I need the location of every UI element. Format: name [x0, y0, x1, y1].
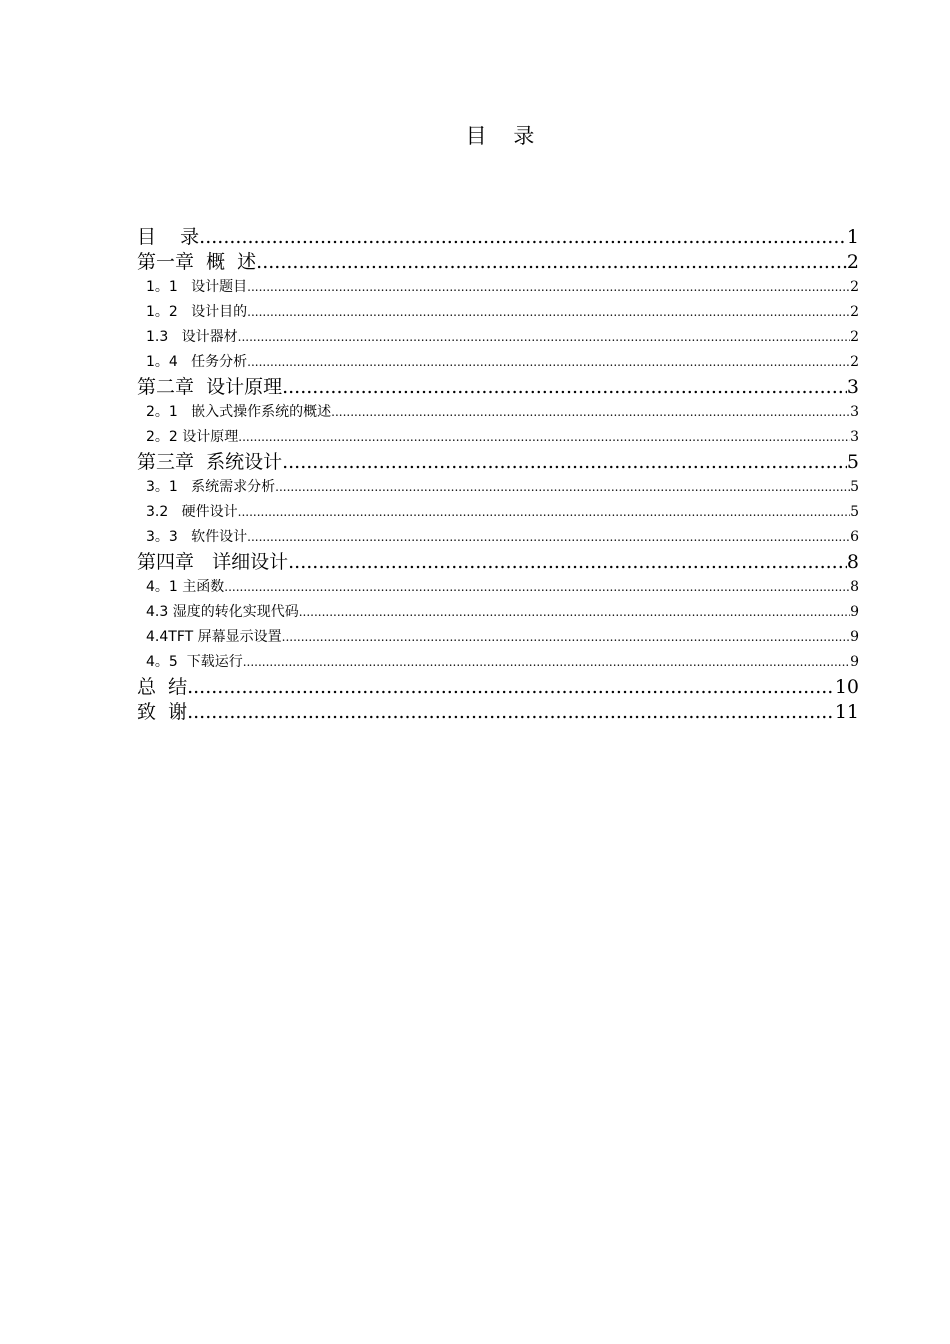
toc-leader-dots: [275, 475, 850, 500]
toc-leader-dots: [331, 400, 850, 425]
toc-entry: [137, 275, 859, 300]
toc-entry-page: 6: [850, 529, 859, 545]
toc-entry: [137, 675, 859, 700]
toc-entry-label: 致 谢: [137, 701, 188, 723]
toc-entry-page: 2: [850, 354, 859, 370]
toc-entry: [137, 600, 859, 625]
toc-entry-label: 2。1 嵌入式操作系统的概述: [146, 404, 332, 420]
toc-entry: [137, 550, 859, 575]
toc-entry-label: 1.3 设计器材: [146, 329, 238, 345]
toc-entry-label: 3。1 系统需求分析: [146, 479, 276, 495]
toc-entry-page: 9: [850, 654, 859, 670]
toc-leader-dots: [288, 550, 847, 575]
toc-entry: [137, 225, 859, 250]
toc-entry: [137, 500, 859, 525]
toc-entry: [137, 525, 859, 550]
toc-entry-label: 目 录: [137, 226, 200, 248]
toc-leader-dots: [243, 650, 850, 675]
toc-entry-label: 4.4TFT 屏幕显示设置: [146, 629, 282, 645]
toc-entry-page: 5: [850, 479, 859, 495]
toc-entry-page: 1: [846, 226, 859, 248]
toc-entry-label: 3。3 软件设计: [146, 529, 248, 545]
toc-leader-dots: [247, 300, 850, 325]
toc-entry: [137, 625, 859, 650]
toc-entry: [137, 250, 859, 275]
toc-leader-dots: [238, 500, 850, 525]
toc-entry-page: 3: [846, 376, 859, 398]
toc-leader-dots: [199, 225, 847, 250]
toc-leader-dots: [247, 525, 850, 550]
toc-entry: [137, 450, 859, 475]
toc-leader-dots: [282, 375, 847, 400]
toc-entry-page: 10: [834, 676, 859, 698]
toc-entry-label: 总 结: [137, 676, 188, 698]
toc-entry: [137, 400, 859, 425]
toc-leader-dots: [282, 450, 847, 475]
toc-entry: [137, 375, 859, 400]
page-title: 目 录: [465, 124, 535, 148]
toc-entry-label: 第一章 概 述: [137, 251, 257, 273]
toc-entry-label: 第四章 详细设计: [137, 551, 289, 573]
toc-leader-dots: [247, 275, 850, 300]
toc-entry-page: 9: [850, 604, 859, 620]
toc-entry-label: 3.2 硬件设计: [146, 504, 238, 520]
toc-entry-label: 第二章 设计原理: [137, 376, 283, 398]
toc-entry-page: 3: [850, 404, 859, 420]
toc-entry-label: 1。2 设计目的: [146, 304, 248, 320]
toc-leader-dots: [299, 600, 850, 625]
toc-entry-label: 4.3 湿度的转化实现代码: [146, 604, 299, 620]
toc-entry-page: 2: [850, 329, 859, 345]
toc-entry-label: 4。1 主函数: [146, 579, 225, 595]
toc-entry-page: 5: [846, 451, 859, 473]
toc-entry: [137, 700, 859, 725]
toc-entry: [137, 350, 859, 375]
toc-leader-dots: [256, 250, 847, 275]
toc-entry: [137, 575, 859, 600]
toc-entry: [137, 300, 859, 325]
toc-entry: [137, 650, 859, 675]
toc-entry-page: 5: [850, 504, 859, 520]
toc-entry-page: 2: [850, 304, 859, 320]
toc-entry: [137, 425, 859, 450]
toc-entry-label: 4。5 下载运行: [146, 654, 243, 670]
toc-entry-label: 1。1 设计题目: [146, 279, 248, 295]
table-of-contents: [137, 225, 859, 725]
toc-leader-dots: [238, 325, 850, 350]
toc-entry-page: 8: [850, 579, 859, 595]
toc-entry-page: 11: [834, 701, 859, 723]
toc-entry-label: 1。4 任务分析: [146, 354, 248, 370]
toc-leader-dots: [238, 425, 850, 450]
toc-entry-label: 第三章 系统设计: [137, 451, 283, 473]
toc-leader-dots: [224, 575, 850, 600]
toc-entry-page: 3: [850, 429, 859, 445]
toc-leader-dots: [247, 350, 850, 375]
toc-entry: [137, 475, 859, 500]
toc-leader-dots: [187, 700, 835, 725]
toc-entry-page: 8: [846, 551, 859, 573]
toc-entry-label: 2。2 设计原理: [146, 429, 239, 445]
toc-entry-page: 2: [850, 279, 859, 295]
toc-leader-dots: [187, 675, 835, 700]
toc-leader-dots: [282, 625, 850, 650]
toc-entry-page: 2: [846, 251, 859, 273]
toc-entry-page: 9: [850, 629, 859, 645]
toc-entry: [137, 325, 859, 350]
